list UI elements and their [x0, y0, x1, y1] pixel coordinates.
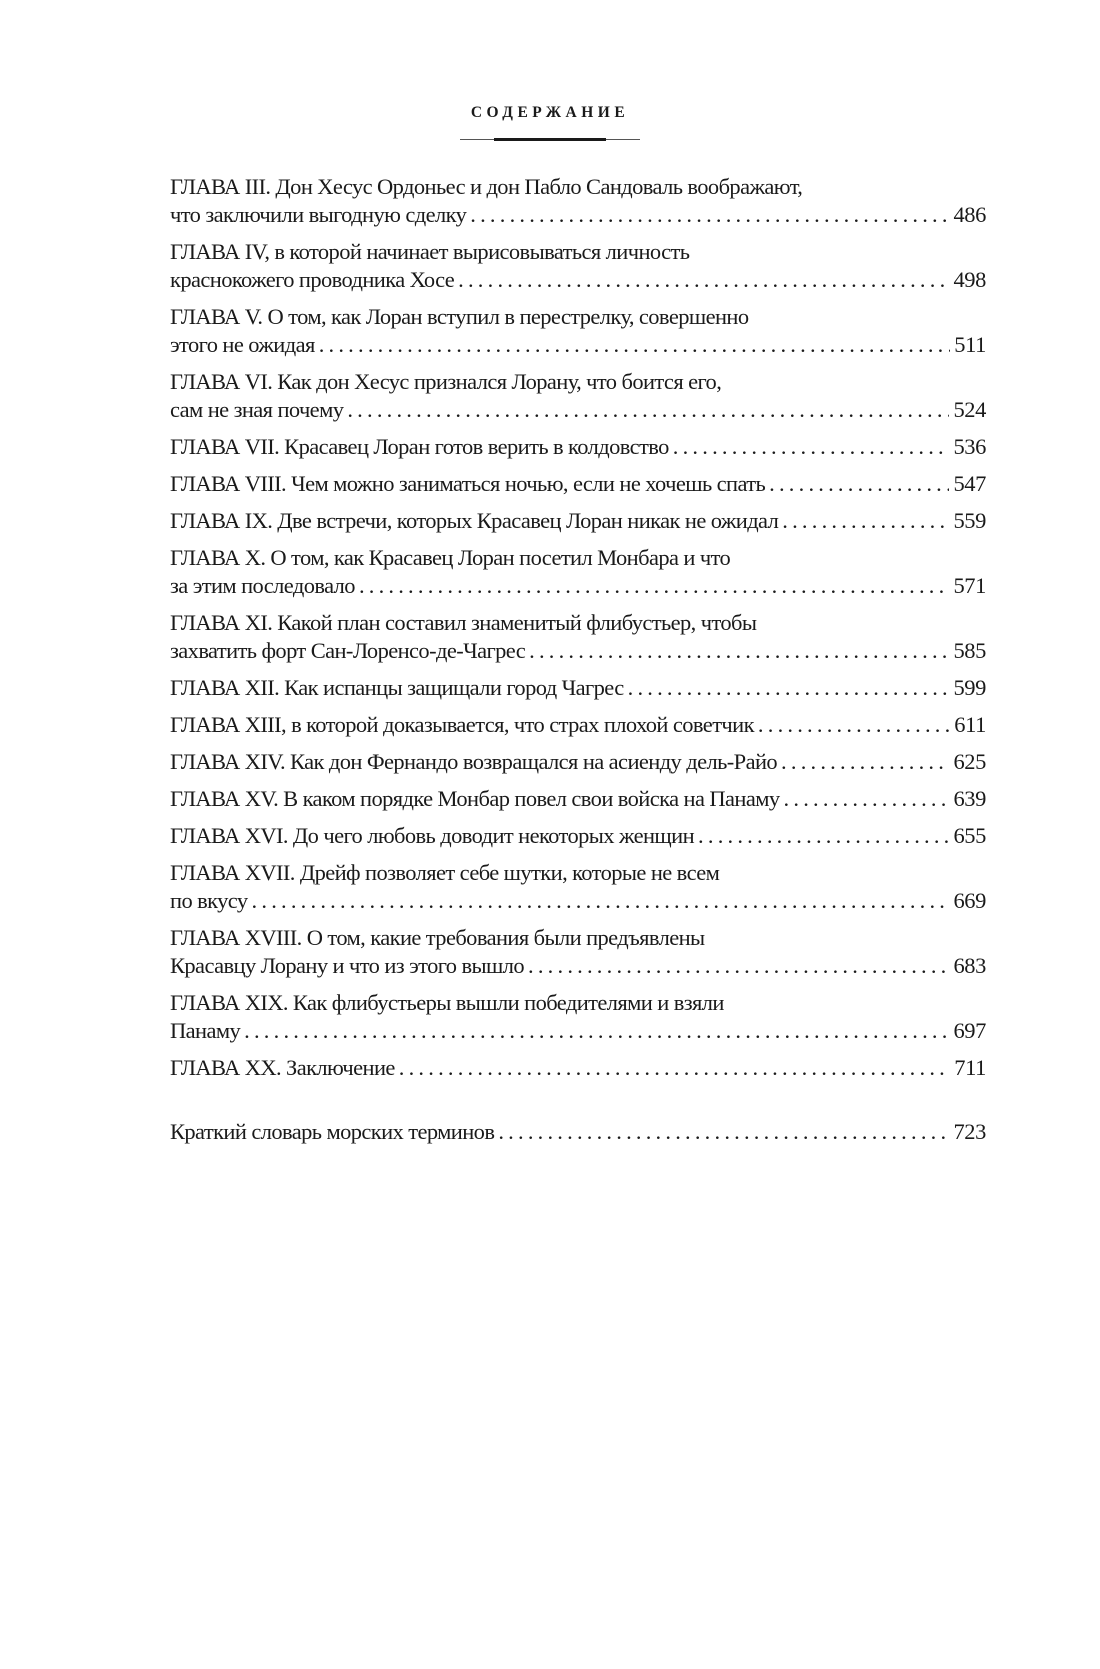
dot-leader	[628, 674, 950, 702]
toc-entry-chapter-19[interactable]	[170, 989, 986, 1045]
toc-entry-title: ГЛАВА III. Дон Хесус Ордоньес и дон Пабло Сандоваль воображают,	[170, 174, 803, 199]
toc-entry-title: ГЛАВА XVI. До чего любовь доводит некоторых женщин	[170, 823, 695, 848]
toc-entry-title-cont: краснокожего проводника Хосе	[170, 267, 455, 292]
toc-entry-title: ГЛАВА IV, в которой начинает вырисовываться личность	[170, 239, 690, 264]
toc-entry-title: ГЛАВА VIII. Чем можно заниматься ночью, если не хочешь спать	[170, 471, 766, 496]
toc-page-number: 599	[953, 675, 986, 700]
toc-entry-chapter-4[interactable]	[170, 238, 986, 294]
dot-leader	[769, 470, 949, 498]
toc-page-number: 625	[953, 749, 986, 774]
toc-entry-title: ГЛАВА XV. В каком порядке Монбар повел свои войска на Панаму	[170, 786, 780, 811]
toc-entry-chapter-9[interactable]	[170, 507, 986, 535]
title-divider-thick	[494, 138, 606, 141]
toc-page-number: 723	[953, 1119, 986, 1144]
toc-entry-title: ГЛАВА VII. Красавец Лоран готов верить в колдовство	[170, 434, 669, 459]
toc-page-number: 611	[954, 712, 986, 737]
page-header	[0, 104, 1100, 141]
dot-leader	[529, 637, 949, 665]
toc-entry-chapter-3[interactable]	[170, 173, 986, 229]
toc-entry-title: ГЛАВА XVIII. О том, какие требования были предъявлены	[170, 925, 705, 950]
toc-entry-title-cont: по вкусу	[170, 888, 248, 913]
toc-entry-title: ГЛАВА V. О том, как Лоран вступил в перестрелку, совершенно	[170, 304, 749, 329]
toc-entry-title: ГЛАВА XX. Заключение	[170, 1055, 395, 1080]
dot-leader	[758, 711, 950, 739]
toc-page-number: 585	[953, 638, 986, 663]
toc-page-number: 669	[953, 888, 986, 913]
toc-spacer	[170, 1091, 986, 1118]
toc-entry-chapter-13[interactable]	[170, 711, 986, 739]
page-title: СОДЕРЖАНИЕ	[470, 104, 630, 121]
dot-leader	[781, 748, 949, 776]
dot-leader	[399, 1054, 951, 1082]
toc-entry-title-cont: захватить форт Сан-Лоренсо-де-Чагрес	[170, 638, 526, 663]
toc-entry-chapter-18[interactable]	[170, 924, 986, 980]
dot-leader	[458, 266, 949, 294]
dot-leader	[347, 396, 949, 424]
toc-page-number: 498	[953, 267, 986, 292]
toc-page-number: 711	[954, 1055, 986, 1080]
toc-entry-title: Краткий словарь морских терминов	[170, 1119, 495, 1144]
toc-entry-title-cont: сам не зная почему	[170, 397, 344, 422]
toc-entry-chapter-16[interactable]	[170, 822, 986, 850]
toc-entry-title-cont: Панаму	[170, 1018, 241, 1043]
dot-leader	[782, 507, 949, 535]
toc-entry-title-cont: этого не ожидая	[170, 332, 315, 357]
toc-entry-title: ГЛАВА XII. Как испанцы защищали город Чагрес	[170, 675, 624, 700]
toc-entry-chapter-12[interactable]	[170, 674, 986, 702]
toc-page-number: 559	[953, 508, 986, 533]
dot-leader	[673, 433, 950, 461]
toc-entry-title: ГЛАВА XI. Какой план составил знаменитый флибустьер, чтобы	[170, 610, 757, 635]
dot-leader	[252, 887, 950, 915]
toc-page-number: 683	[953, 953, 986, 978]
title-divider	[460, 138, 640, 141]
toc-entry-chapter-15[interactable]	[170, 785, 986, 813]
toc-entry-title: ГЛАВА VI. Как дон Хесус признался Лорану, что боится его,	[170, 369, 722, 394]
toc-page-number: 639	[953, 786, 986, 811]
dot-leader	[319, 331, 951, 359]
toc-entry-title: ГЛАВА X. О том, как Красавец Лоран посетил Монбара и что	[170, 545, 731, 570]
dot-leader	[359, 572, 950, 600]
table-of-contents	[170, 173, 986, 1155]
toc-entry-chapter-20[interactable]	[170, 1054, 986, 1082]
toc-page-number: 536	[953, 434, 986, 459]
toc-entry-title: ГЛАВА XIV. Как дон Фернандо возвращался на асиенду дель-Райо	[170, 749, 778, 774]
toc-entry-chapter-5[interactable]	[170, 303, 986, 359]
toc-page-number: 571	[953, 573, 986, 598]
dot-leader	[698, 822, 949, 850]
toc-entry-chapter-10[interactable]	[170, 544, 986, 600]
dot-leader	[470, 201, 949, 229]
toc-page-number: 547	[953, 471, 986, 496]
toc-entry-glossary[interactable]	[170, 1118, 986, 1146]
toc-page-number: 486	[953, 202, 986, 227]
toc-entry-chapter-8[interactable]	[170, 470, 986, 498]
dot-leader	[784, 785, 950, 813]
toc-entry-title-cont: за этим последовало	[170, 573, 355, 598]
toc-entry-chapter-7[interactable]	[170, 433, 986, 461]
toc-page-number: 511	[954, 332, 986, 357]
toc-page-number: 655	[953, 823, 986, 848]
toc-entry-title: ГЛАВА XIX. Как флибустьеры вышли победителями и взяли	[170, 990, 724, 1015]
toc-page-number: 697	[953, 1018, 986, 1043]
toc-entry-chapter-11[interactable]	[170, 609, 986, 665]
toc-entry-title: ГЛАВА IX. Две встречи, которых Красавец Лоран никак не ожидал	[170, 508, 779, 533]
toc-entry-chapter-17[interactable]	[170, 859, 986, 915]
toc-entry-chapter-14[interactable]	[170, 748, 986, 776]
dot-leader	[244, 1017, 949, 1045]
toc-page-number: 524	[953, 397, 986, 422]
toc-entry-title-cont: Красавцу Лорану и что из этого вышло	[170, 953, 525, 978]
toc-entry-title: ГЛАВА XVII. Дрейф позволяет себе шутки, которые не всем	[170, 860, 720, 885]
toc-entry-chapter-6[interactable]	[170, 368, 986, 424]
toc-entry-title: ГЛАВА XIII, в которой доказывается, что страх плохой советчик	[170, 712, 754, 737]
toc-entry-title-cont: что заключили выгодную сделку	[170, 202, 467, 227]
dot-leader	[528, 952, 949, 980]
dot-leader	[498, 1118, 949, 1146]
